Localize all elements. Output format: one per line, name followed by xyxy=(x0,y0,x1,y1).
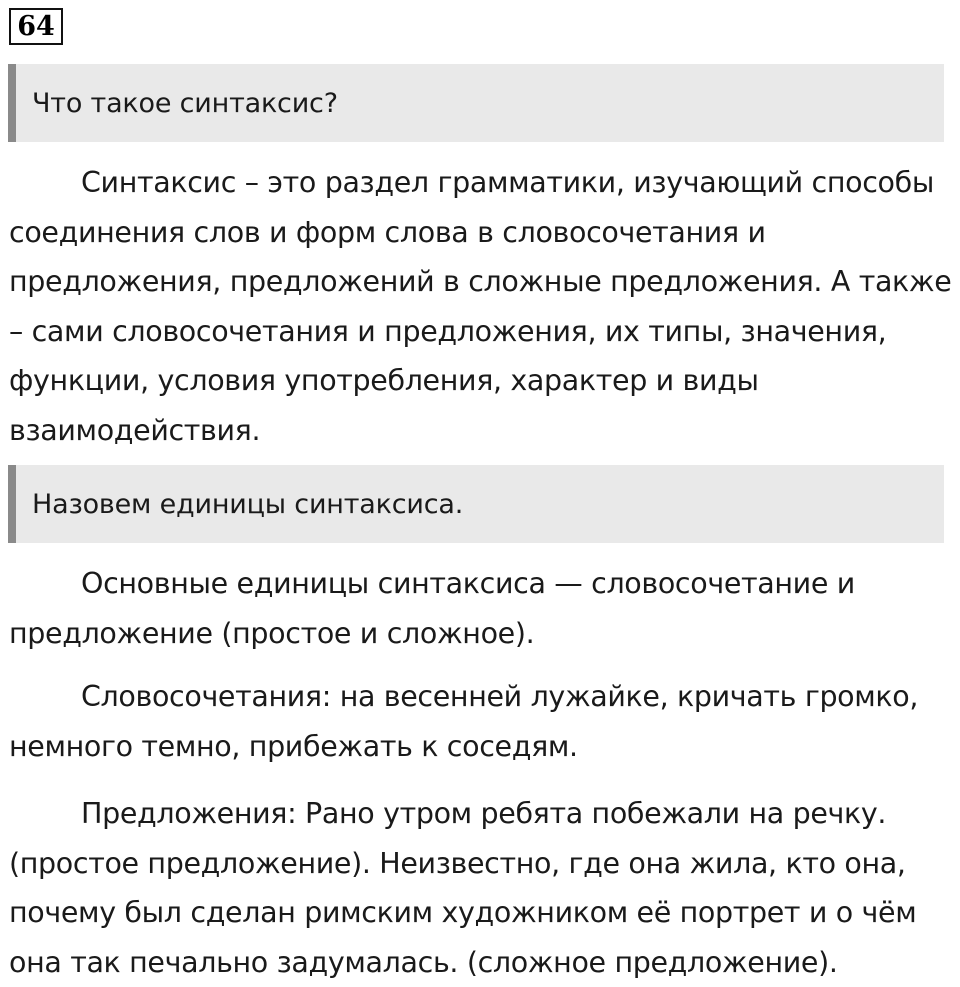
answer-paragraph: Предложения: Рано утром ребята побежали на речку. (простое предложение). Неизвестно, где она жила, кто она, почему был сделан римским художником её портрет и о чём она так печально задумалась. (сложное предложение). xyxy=(9,797,917,979)
answer-block-phrases xyxy=(9,672,953,771)
answer-paragraph: Основные единицы синтаксиса — словосочетание и предложение (простое и сложное). xyxy=(9,567,855,650)
question-heading-units xyxy=(8,465,944,543)
answer-paragraph: Словосочетания: на весенней лужайке, кричать громко, немного темно, прибежать к соседям. xyxy=(9,680,919,763)
question-heading-syntax xyxy=(8,64,944,142)
task-number: 64 xyxy=(9,8,63,45)
question-text: Что такое синтаксис? xyxy=(32,87,338,119)
answer-block-units xyxy=(9,559,953,658)
answer-block-definition xyxy=(9,158,953,455)
question-text: Назовем единицы синтаксиса. xyxy=(32,488,464,520)
answer-block-sentences xyxy=(9,789,953,987)
answer-paragraph: Синтаксис – это раздел грамматики, изучающий способы соединения слов и форм слова в словосочетания и предложения, предложений в сложные предложения. А также – сами словосочетания и предложения, их типы, значения, функции, условия употребления, характер и виды взаимодействия. xyxy=(9,166,952,447)
